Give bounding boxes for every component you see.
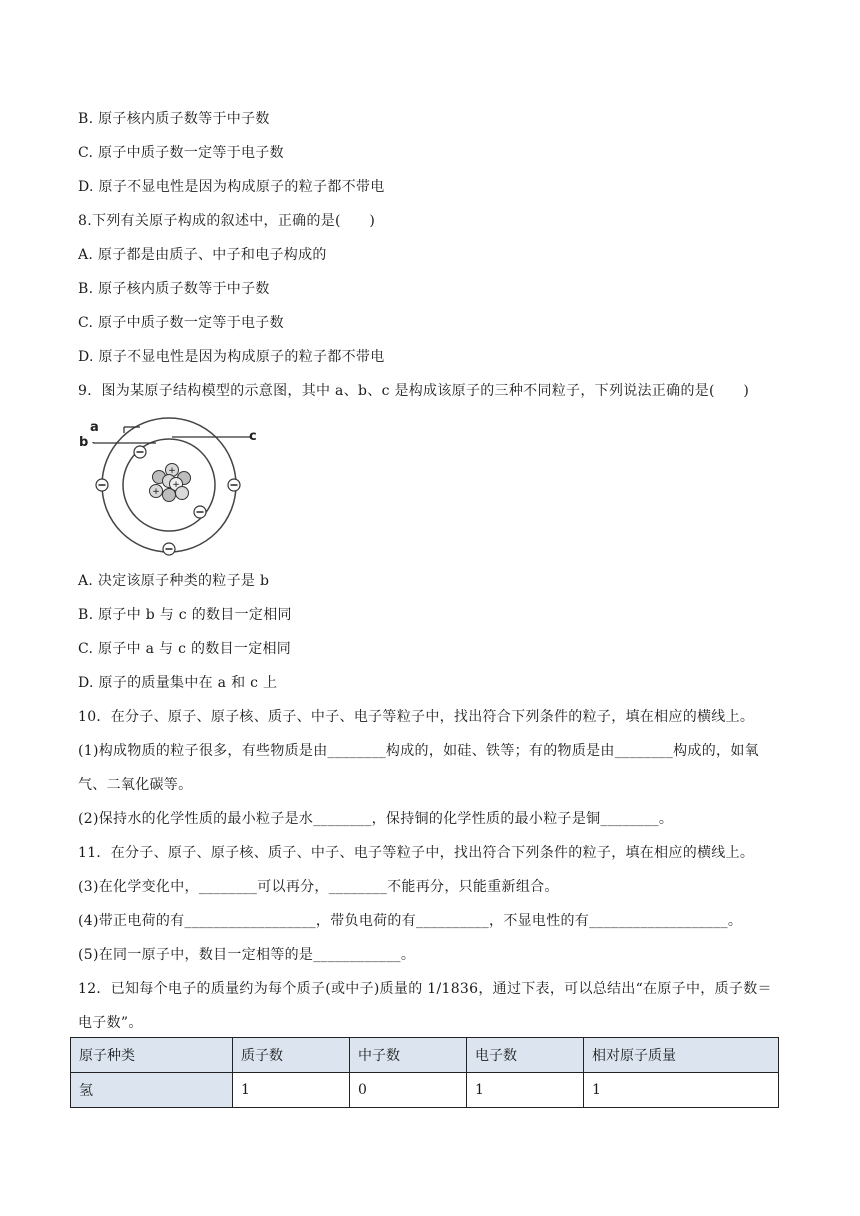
option-d-q9: D. 原子的质量集中在 a 和 c 上 xyxy=(78,675,278,691)
question-12: 12．已知每个电子的质量约为每个质子(或中子)质量的 1/1836，通过下表，可以总结出“在原子中，质子数＝电子数”。 xyxy=(78,981,772,1031)
proton-sign-3: + xyxy=(152,487,160,497)
proton-sign-2: + xyxy=(172,480,180,490)
cell-neutrons: 0 xyxy=(350,1073,467,1108)
atom-data-table xyxy=(70,1037,779,1108)
option-d-q8: D. 原子不显电性是因为构成原子的粒子都不带电 xyxy=(78,349,385,365)
header-atom-type: 原子种类 xyxy=(71,1038,233,1073)
table-header-row xyxy=(71,1038,779,1073)
option-a-q9: A. 决定该原子种类的粒子是 b xyxy=(78,573,270,589)
header-relative-mass: 相对原子质量 xyxy=(584,1038,779,1073)
header-neutrons: 中子数 xyxy=(350,1038,467,1073)
q11-part-4: (4)带正电荷的有__________________，带负电荷的有__________，不显电性的有___________________。 xyxy=(78,913,743,929)
option-c-q7: C. 原子中质子数一定等于电子数 xyxy=(78,145,284,161)
header-electrons: 电子数 xyxy=(467,1038,584,1073)
q11-part-3: (3)在化学变化中，________可以再分，________不能再分，只能重新组合。 xyxy=(78,879,559,895)
cell-relative-mass: 1 xyxy=(584,1073,779,1108)
atom-structure-diagram xyxy=(76,415,266,560)
option-b-q7: B. 原子核内质子数等于中子数 xyxy=(78,111,270,127)
option-c-q9: C. 原子中 a 与 c 的数目一定相同 xyxy=(78,641,292,657)
question-10: 10．在分子、原子、原子核、质子、中子、电子等粒子中，找出符合下列条件的粒子，填在相应的横线上。 xyxy=(78,709,755,725)
table-row xyxy=(71,1073,779,1108)
option-b-q9: B. 原子中 b 与 c 的数目一定相同 xyxy=(78,607,292,623)
proton-sign-1: + xyxy=(168,466,176,476)
option-c-q8: C. 原子中质子数一定等于电子数 xyxy=(78,315,284,331)
option-a-q8: A. 原子都是由质子、中子和电子构成的 xyxy=(78,247,327,263)
q11-part-5: (5)在同一原子中，数目一定相等的是____________。 xyxy=(78,947,416,963)
question-9: 9．图为某原子结构模型的示意图，其中 a、b、c 是构成该原子的三种不同粒子，下列说法正确的是( ) xyxy=(78,383,750,399)
option-b-q8: B. 原子核内质子数等于中子数 xyxy=(78,281,270,297)
label-b: b xyxy=(79,435,89,450)
cell-atom-type: 氢 xyxy=(71,1073,233,1108)
question-8: 8.下列有关原子构成的叙述中，正确的是( ) xyxy=(78,213,376,229)
question-11: 11．在分子、原子、原子核、质子、中子、电子等粒子中，找出符合下列条件的粒子，填在相应的横线上。 xyxy=(78,845,755,861)
cell-protons: 1 xyxy=(233,1073,350,1108)
q10-part-1: (1)构成物质的粒子很多，有些物质是由________构成的，如硅、铁等；有的物质是由________构成的，如氧气、二氧化碳等。 xyxy=(78,743,759,793)
option-d-q7: D. 原子不显电性是因为构成原子的粒子都不带电 xyxy=(78,179,385,195)
label-c: c xyxy=(249,429,257,444)
q10-part-2: (2)保持水的化学性质的最小粒子是水________，保持铜的化学性质的最小粒子是铜________。 xyxy=(78,811,674,827)
label-a: a xyxy=(90,420,99,435)
cell-electrons: 1 xyxy=(467,1073,584,1108)
header-protons: 质子数 xyxy=(233,1038,350,1073)
